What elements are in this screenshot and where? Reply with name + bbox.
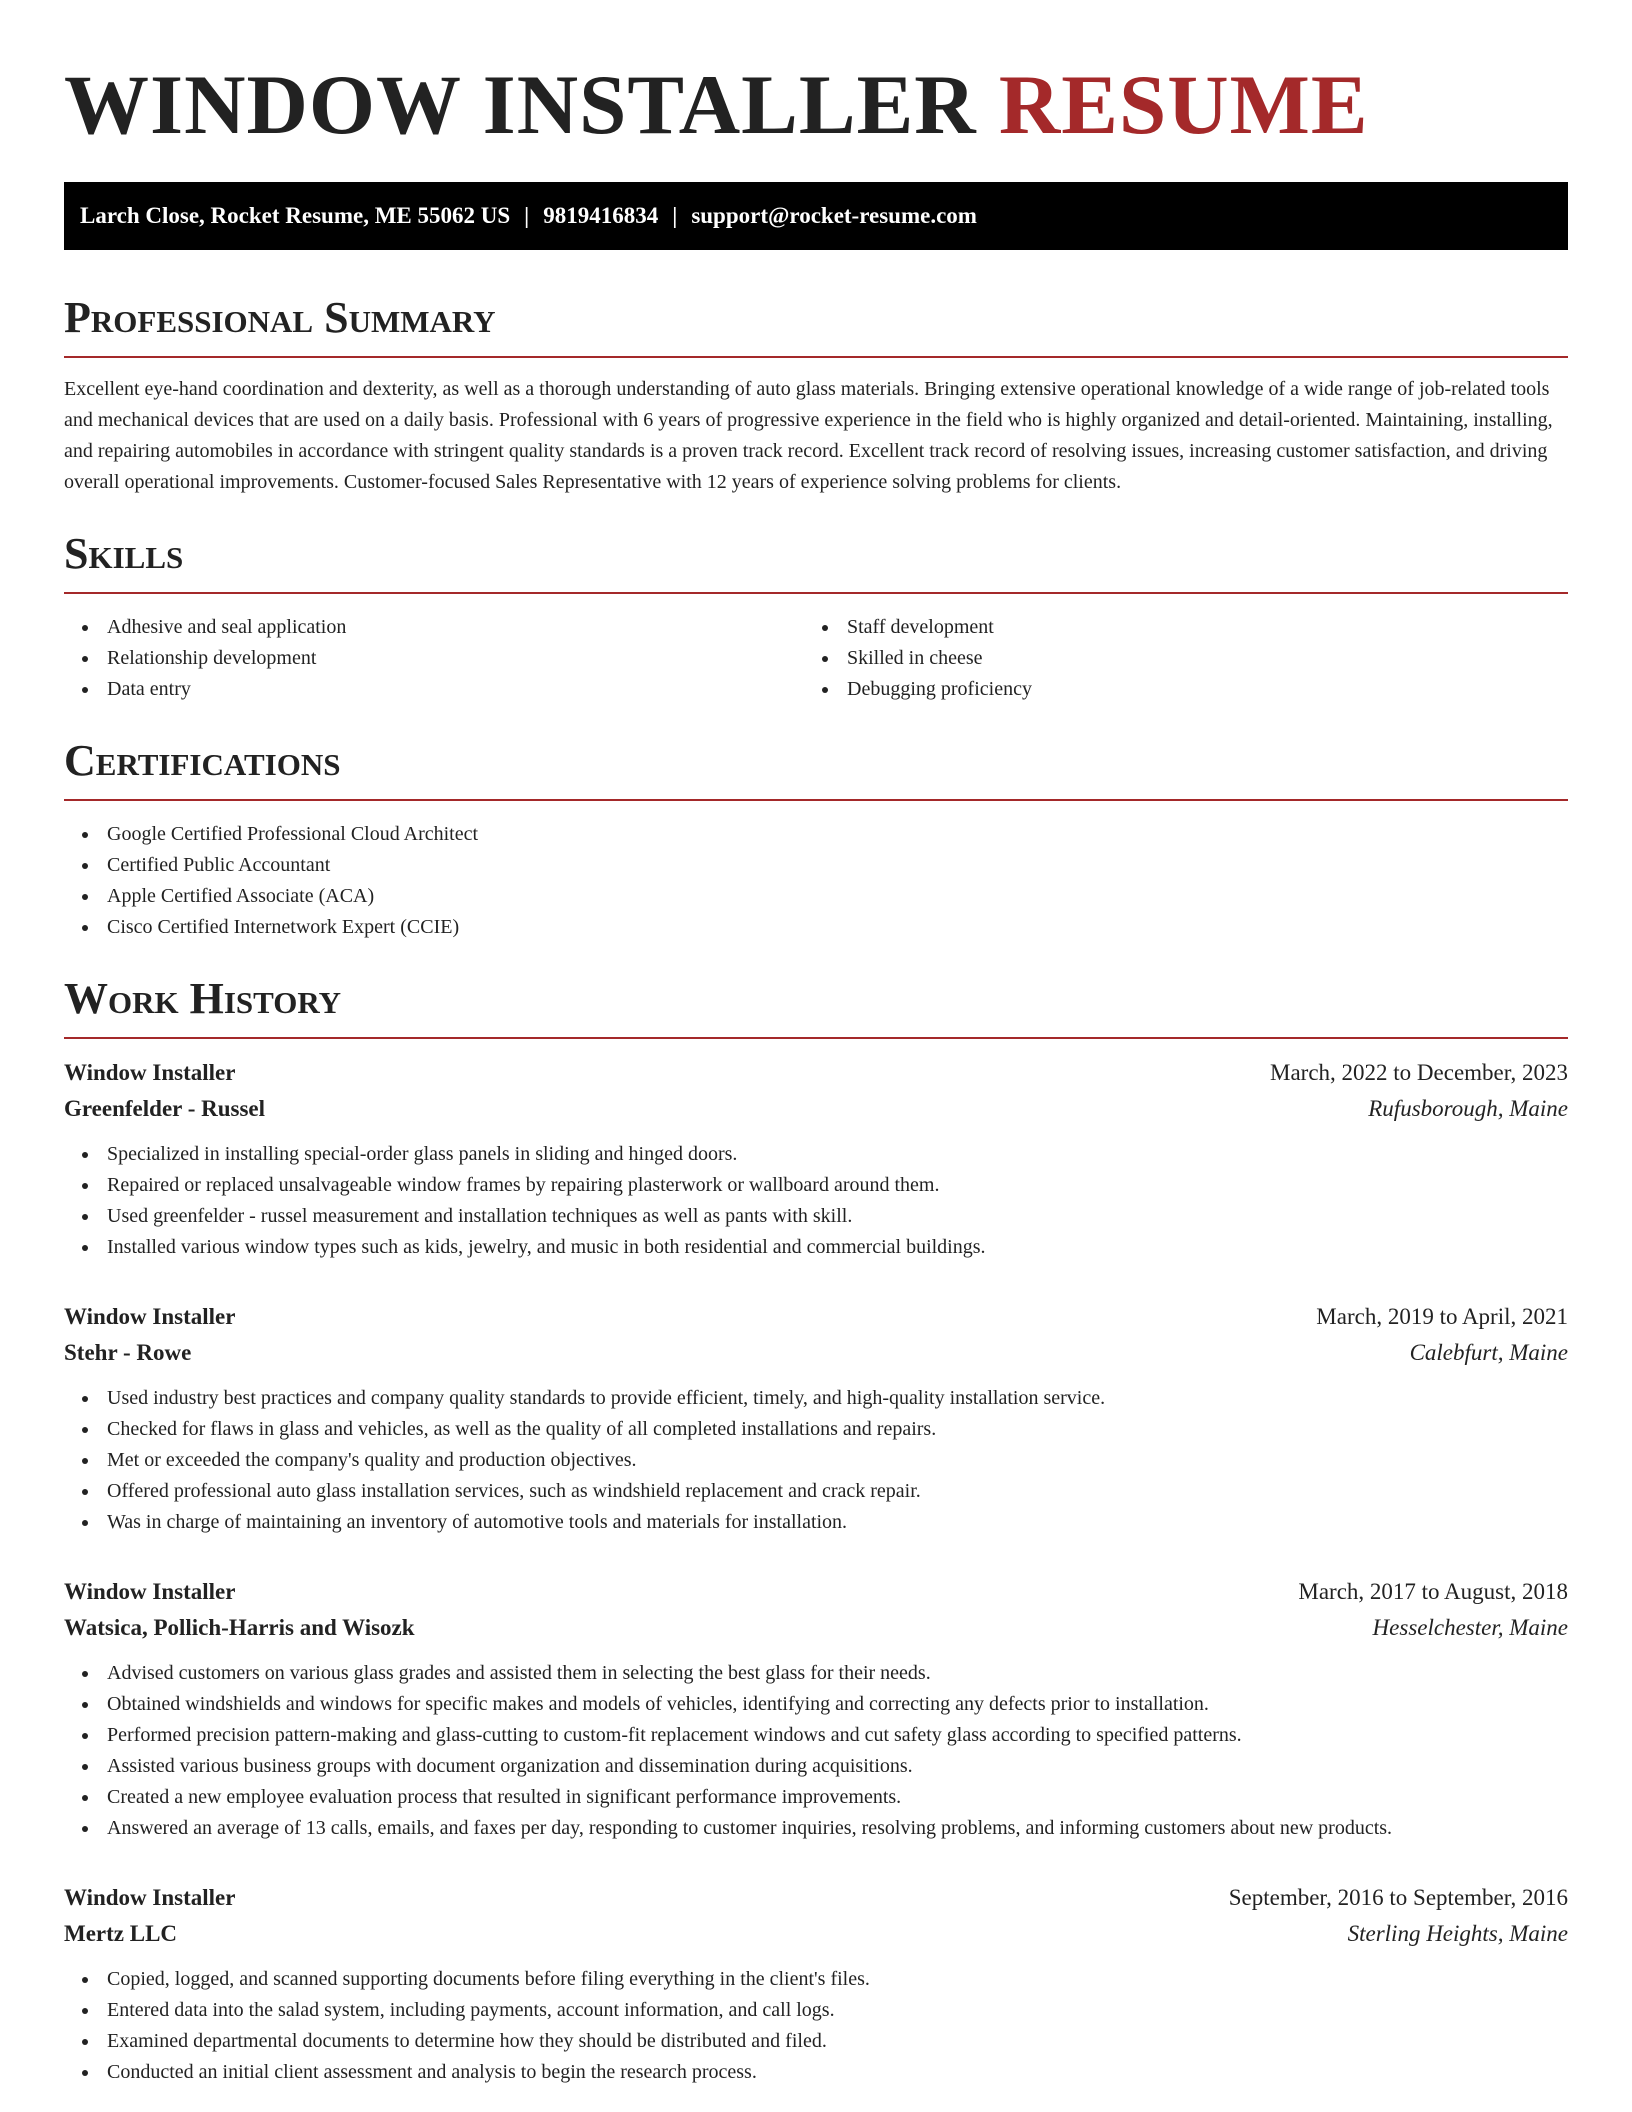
- job-title: Window Installer: [64, 1304, 236, 1329]
- job-duty-item: Was in charge of maintaining an inventory of automotive tools and materials for installation.: [64, 1507, 1568, 1538]
- skill-item: Debugging proficiency: [804, 674, 1544, 705]
- job-duty-item: Copied, logged, and scanned supporting documents before filing everything in the client's files.: [64, 1964, 1568, 1995]
- skills-grid: [64, 612, 1568, 705]
- job-duties-list: [64, 1658, 1568, 1844]
- job-dates: March, 2017 to August, 2018: [1298, 1579, 1568, 1604]
- job-duty-item: Offered professional auto glass installation services, such as windshield replacement and crack repair.: [64, 1476, 1568, 1507]
- job-header-row: [64, 1055, 1568, 1091]
- contact-address: Larch Close, Rocket Resume, ME 55062 US: [80, 203, 511, 228]
- job-company-row: [64, 1916, 1568, 1952]
- certification-item: Apple Certified Associate (ACA): [64, 881, 1568, 912]
- section-heading-certifications: Certifications: [64, 736, 341, 785]
- section-divider: [64, 1037, 1568, 1039]
- job-duty-item: Assisted various business groups with document organization and dissemination during acquisitions.: [64, 1751, 1568, 1782]
- certifications-section: [64, 735, 1568, 943]
- job-header-row: [64, 1574, 1568, 1610]
- resume-title: [64, 58, 1568, 152]
- skill-item: Skilled in cheese: [804, 643, 1544, 674]
- job-entry: [64, 1880, 1568, 2088]
- job-duty-item: Performed precision pattern-making and glass-cutting to custom-fit replacement windows and cut safety glass according to specified patterns.: [64, 1720, 1568, 1751]
- skill-item: Relationship development: [64, 643, 804, 674]
- section-heading-work-history: Work History: [64, 974, 342, 1023]
- contact-separator: |: [672, 203, 678, 228]
- job-duty-item: Created a new employee evaluation process that resulted in significant performance improvements.: [64, 1782, 1568, 1813]
- skills-section: [64, 528, 1568, 705]
- contact-bar: [64, 182, 1568, 250]
- job-entry: [64, 1299, 1568, 1538]
- contact-separator: |: [524, 203, 530, 228]
- title-accent: RESUME: [998, 58, 1369, 152]
- job-duty-item: Examined departmental documents to determine how they should be distributed and filed.: [64, 2026, 1568, 2057]
- section-divider: [64, 356, 1568, 358]
- certifications-list: [64, 819, 1568, 943]
- job-dates: March, 2022 to December, 2023: [1270, 1060, 1568, 1085]
- certification-item: Google Certified Professional Cloud Architect: [64, 819, 1568, 850]
- skill-item: Data entry: [64, 674, 804, 705]
- job-location: Hesselchester, Maine: [1372, 1615, 1568, 1640]
- job-title: Window Installer: [64, 1885, 236, 1910]
- job-duty-item: Conducted an initial client assessment and analysis to begin the research process.: [64, 2057, 1568, 2088]
- job-duties-list: [64, 1139, 1568, 1263]
- job-duty-item: Specialized in installing special-order glass panels in sliding and hinged doors.: [64, 1139, 1568, 1170]
- job-company: Mertz LLC: [64, 1921, 178, 1946]
- job-duty-item: Used greenfelder - russel measurement and installation techniques as well as pants with skill.: [64, 1201, 1568, 1232]
- job-location: Calebfurt, Maine: [1409, 1340, 1568, 1365]
- job-entry: [64, 1574, 1568, 1844]
- job-duty-item: Met or exceeded the company's quality and production objectives.: [64, 1445, 1568, 1476]
- job-duty-item: Advised customers on various glass grades and assisted them in selecting the best glass for their needs.: [64, 1658, 1568, 1689]
- job-location: Sterling Heights, Maine: [1347, 1921, 1568, 1946]
- section-divider: [64, 592, 1568, 594]
- section-divider: [64, 799, 1568, 801]
- certification-item: Certified Public Accountant: [64, 850, 1568, 881]
- work-history-section: [64, 973, 1568, 2088]
- job-duty-item: Answered an average of 13 calls, emails, and faxes per day, responding to customer inquiries, resolving problems, and informing customers about new products.: [64, 1813, 1568, 1844]
- job-company-row: [64, 1335, 1568, 1371]
- job-company: Greenfelder - Russel: [64, 1096, 266, 1121]
- job-duty-item: Used industry best practices and company quality standards to provide efficient, timely, and high-quality installation service.: [64, 1383, 1568, 1414]
- contact-phone: 9819416834: [543, 203, 659, 228]
- job-dates: September, 2016 to September, 2016: [1228, 1885, 1568, 1910]
- skills-list-right: [804, 612, 1544, 705]
- job-location: Rufusborough, Maine: [1368, 1096, 1568, 1121]
- title-main: WINDOW INSTALLER: [64, 58, 977, 152]
- job-duty-item: Installed various window types such as kids, jewelry, and music in both residential and commercial buildings.: [64, 1232, 1568, 1263]
- section-heading-summary: Professional Summary: [64, 293, 496, 342]
- job-dates: March, 2019 to April, 2021: [1316, 1304, 1568, 1329]
- job-entry: [64, 1055, 1568, 1263]
- job-duty-item: Checked for flaws in glass and vehicles, as well as the quality of all completed installations and repairs.: [64, 1414, 1568, 1445]
- job-duty-item: Repaired or replaced unsalvageable window frames by repairing plasterwork or wallboard around them.: [64, 1170, 1568, 1201]
- contact-email: support@rocket-resume.com: [691, 203, 977, 228]
- job-duty-item: Obtained windshields and windows for specific makes and models of vehicles, identifying and correcting any defects prior to installation.: [64, 1689, 1568, 1720]
- job-duties-list: [64, 1964, 1568, 2088]
- job-header-row: [64, 1880, 1568, 1916]
- section-heading-skills: Skills: [64, 529, 184, 578]
- job-title: Window Installer: [64, 1060, 236, 1085]
- job-header-row: [64, 1299, 1568, 1335]
- job-company: Watsica, Pollich-Harris and Wisozk: [64, 1615, 415, 1640]
- certification-item: Cisco Certified Internetwork Expert (CCIE): [64, 912, 1568, 943]
- skill-item: Adhesive and seal application: [64, 612, 804, 643]
- skills-list-left: [64, 612, 804, 705]
- job-title: Window Installer: [64, 1579, 236, 1604]
- job-company-row: [64, 1610, 1568, 1646]
- summary-text: Excellent eye-hand coordination and dexterity, as well as a thorough understanding of auto glass materials. Bringing extensive operational knowledge of a wide range of job-related tools and mechanical devices that are used on a daily basis. Professional with 6 years of progressive experience in the field who is highly organized and detail-oriented. Maintaining, installing, and repairing automobiles in accordance with stringent quality standards is a proven track record. Excellent track record of resolving issues, increasing customer satisfaction, and driving overall operational improvements. Customer-focused Sales Representative with 12 years of experience solving problems for clients.: [64, 378, 1553, 493]
- job-company-row: [64, 1091, 1568, 1127]
- job-duties-list: [64, 1383, 1568, 1538]
- job-duty-item: Entered data into the salad system, including payments, account information, and call logs.: [64, 1995, 1568, 2026]
- skill-item: Staff development: [804, 612, 1544, 643]
- job-company: Stehr - Rowe: [64, 1340, 192, 1365]
- professional-summary-section: [64, 292, 1568, 498]
